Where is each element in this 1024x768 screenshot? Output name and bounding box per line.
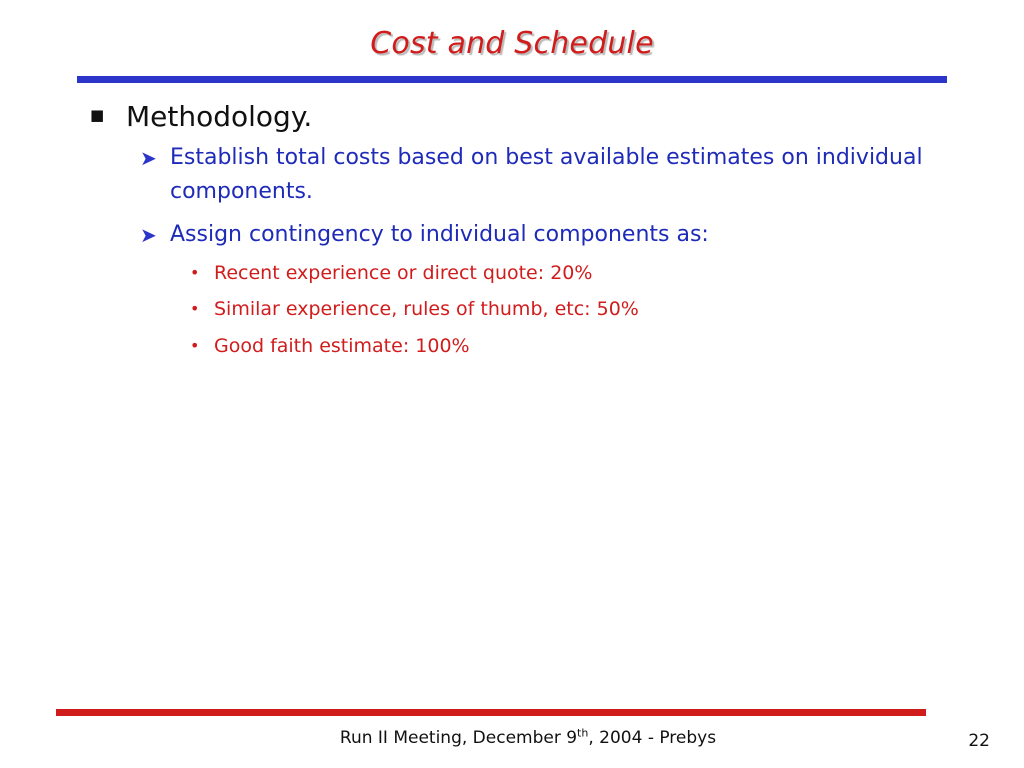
sub-bullet-text: Establish total costs based on best available estimates on individual components. — [170, 145, 923, 204]
sub-bullet-text: Assign contingency to individual components as: — [170, 222, 709, 247]
arrow-bullet-icon: ➤ — [140, 146, 157, 170]
contingency-item-good-faith — [190, 331, 470, 361]
dot-bullet-icon: • — [190, 299, 200, 318]
arrow-bullet-icon: ➤ — [140, 223, 157, 247]
footer-ordinal-suffix: th — [577, 726, 589, 740]
contingency-item-recent — [190, 258, 592, 288]
contingency-item-text: Similar experience, rules of thumb, etc: 50% — [214, 298, 639, 320]
sub-bullet-assign-contingency — [140, 218, 950, 252]
contingency-item-text: Recent experience or direct quote: 20% — [214, 262, 593, 284]
bullet-text: Methodology. — [126, 100, 313, 133]
dot-bullet-icon: • — [190, 336, 200, 355]
footer-divider — [56, 709, 926, 716]
sub-bullet-establish-costs — [140, 141, 950, 209]
slide-title: Cost and Schedule — [370, 26, 654, 61]
contingency-item-text: Good faith estimate: 100% — [214, 335, 470, 357]
footer-text — [0, 728, 1024, 748]
footer-meeting-label: Run II Meeting, December 9 — [339, 728, 578, 748]
bullet-methodology — [90, 100, 312, 133]
footer-date-author: , 2004 - Prebys — [588, 728, 717, 748]
square-bullet-icon: ■ — [90, 106, 105, 124]
title-divider — [77, 76, 947, 83]
page-number: 22 — [968, 731, 990, 751]
dot-bullet-icon: • — [190, 263, 200, 282]
contingency-item-similar — [190, 294, 639, 324]
